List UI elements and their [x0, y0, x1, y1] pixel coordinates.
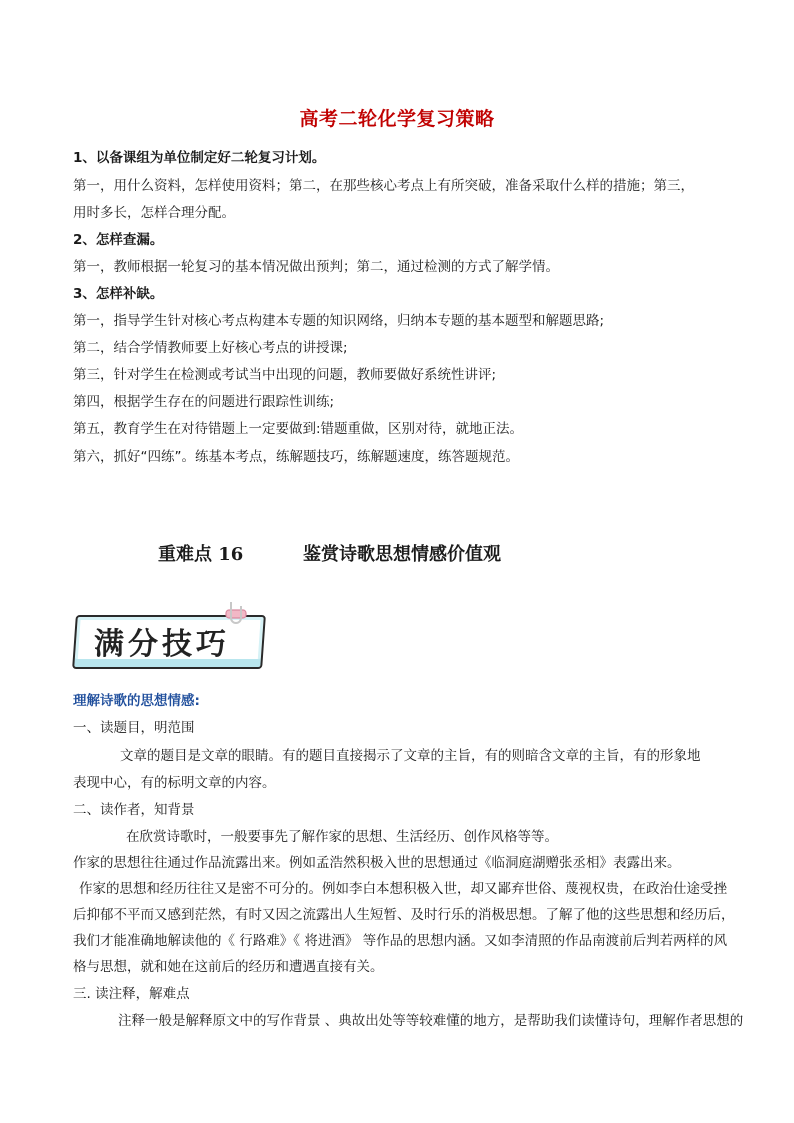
- chapter-number: 重难点 16: [158, 544, 244, 565]
- step-2-paragraph: 作家的思想往往通过作品流露出来。例如孟浩然积极入世的思想通过《临洞庭湖赠张丞相》表露出来。: [73, 855, 681, 871]
- step-2-paragraph: 作家的思想和经历往往又是密不可分的。例如李白本想积极入世，却又鄙弃世俗、蔑视权贵，在政治仕途受挫: [79, 881, 727, 897]
- step-2-paragraph: 后抑郁不平而又感到茫然，有时又因之流露出人生短暂、及时行乐的消极思想。了解了他的这些思想和经历后，: [73, 907, 735, 923]
- plan-paragraph-2: 第一，教师根据一轮复习的基本情况做出预判；第二，通过检测的方式了解学情。: [73, 259, 559, 275]
- plan-item: 第四，根据学生存在的问题进行跟踪性训练;: [73, 394, 335, 410]
- step-2-paragraph: 格与思想，就和她在这前后的经历和遭遇直接有关。: [73, 959, 384, 975]
- plan-heading-3: 3、怎样补缺。: [73, 286, 164, 302]
- badge-full-marks-tips: [72, 600, 272, 670]
- step-1-paragraph: 文章的题目是文章的眼睛。有的题目直接揭示了文章的主旨，有的则暗含文章的主旨，有的形象地: [120, 748, 701, 764]
- plan-item: 第一，指导学生针对核心考点构建本专题的知识网络，归纳本专题的基本题型和解题思路;: [73, 313, 605, 329]
- plan-paragraph-1b: 用时多长，怎样合理分配。: [73, 205, 235, 221]
- step-1-paragraph: 表现中心，有的标明文章的内容。: [73, 775, 276, 791]
- plan-paragraph-1a: 第一，用什么资料，怎样使用资料；第二，在那些核心考点上有所突破，准备采取什么样的措施；第三，: [73, 178, 694, 194]
- plan-item: 第二，结合学情教师要上好核心考点的讲授课;: [73, 340, 348, 356]
- step-2-heading: 二、读作者，知背景: [73, 802, 195, 818]
- badge-label: 满分技巧: [94, 627, 230, 662]
- plan-item: 第三，针对学生在检测或考试当中出现的问题，教师要做好系统性讲评;: [73, 367, 497, 383]
- step-3-paragraph: 注释一般是解释原文中的写作背景 、典故出处等等较难懂的地方，是帮助我们读懂诗句，理解作者思想的: [118, 1013, 744, 1029]
- plan-item: 第五，教育学生在对待错题上一定要做到:错题重做，区别对待，就地正法。: [73, 421, 524, 437]
- step-2-paragraph: 在欣赏诗歌时，一般要事先了解作家的思想、生活经历、创作风格等等。: [126, 829, 558, 845]
- step-1-heading: 一、读题目，明范围: [73, 720, 195, 736]
- section-label: 理解诗歌的思想情感:: [73, 693, 200, 709]
- plan-heading-1: 1、以备课组为单位制定好二轮复习计划。: [73, 150, 326, 166]
- plan-heading-2: 2、怎样查漏。: [73, 232, 164, 248]
- step-2-paragraph: 我们才能准确地解读他的《 行路难》《 将进酒》 等作品的思想内涵。又如李清照的作品南渡前后判若两样的风: [73, 933, 728, 949]
- plan-item: 第六，抓好“四练”。练基本考点，练解题技巧，练解题速度，练答题规范。: [73, 449, 519, 465]
- chapter-title: 鉴赏诗歌思想情感价值观: [303, 544, 501, 565]
- page-title: 高考二轮化学复习策略: [299, 108, 495, 130]
- step-3-heading: 三. 读注释，解难点: [73, 986, 190, 1002]
